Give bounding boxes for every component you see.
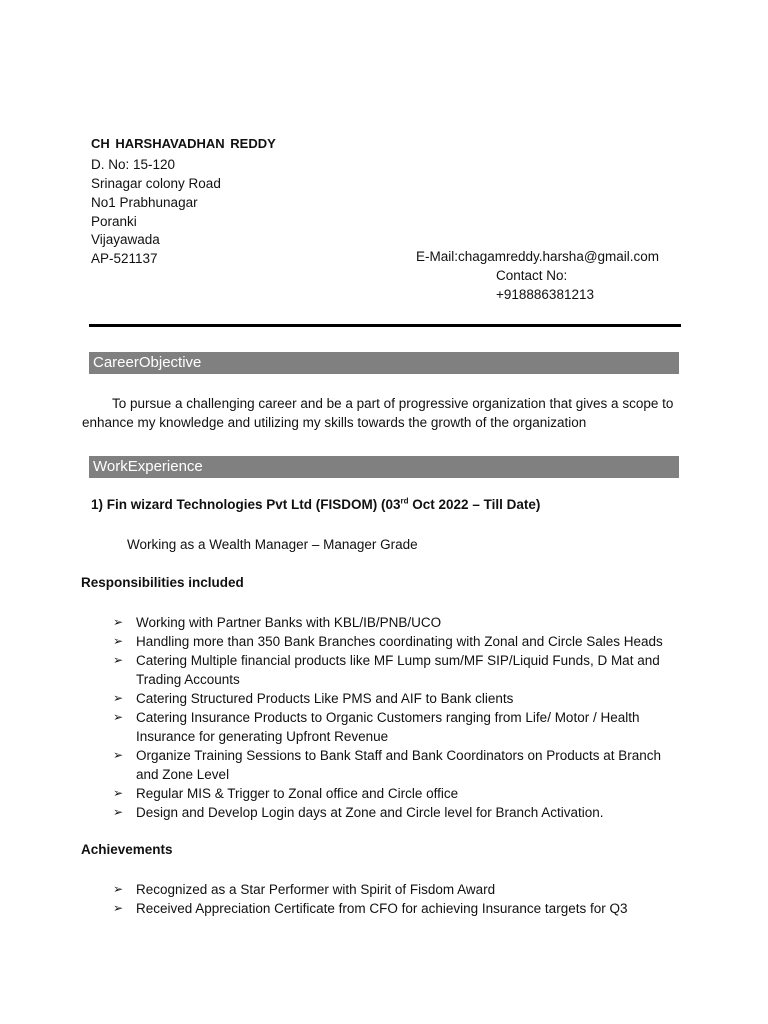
list-item [113,899,673,918]
list-item-text: Design and Develop Login days at Zone and Circle level for Branch Activation. [136,805,604,820]
arrow-bullet-icon: ➢ [113,786,124,800]
job-title-sup: rd [400,496,409,506]
arrow-bullet-icon: ➢ [113,634,124,648]
career-objective-heading: CareerObjective [89,352,679,374]
list-item [113,689,673,708]
header-divider [89,324,681,327]
work-experience-heading: WorkExperience [89,456,679,478]
arrow-bullet-icon: ➢ [113,653,124,667]
arrow-bullet-icon: ➢ [113,710,124,724]
address-line: Srinagar colony Road [91,176,221,191]
achievements-list [113,880,673,918]
address-line: No1 Prabhunagar [91,195,198,210]
candidate-name: CH HARSHAVADHAN REDDY [91,136,276,151]
list-item [113,632,673,651]
email-text: E-Mail:chagamreddy.harsha@gmail.com [416,249,660,264]
address-line: AP-521137 [91,251,158,266]
contact-label: Contact No: [496,268,568,283]
job-role: Working as a Wealth Manager – Manager Grade [127,537,418,552]
address-line: Vijayawada [91,232,160,247]
list-item-text: Working with Partner Banks with KBL/IB/PNB/UCO [136,615,442,630]
list-item [113,803,673,822]
list-item-text: Catering Multiple financial products like MF Lump sum/MF SIP/Liquid Funds, D Mat and Trading Accounts [136,653,660,687]
arrow-bullet-icon: ➢ [113,805,124,819]
list-item-text: Handling more than 350 Bank Branches coordinating with Zonal and Circle Sales Heads [136,634,663,649]
address-line: D. No: 15-120 [91,157,176,172]
career-objective-body: To pursue a challenging career and be a part of progressive organization that gives a scope to enhance my knowledge and utilizing my skills towards the growth of the organization [82,396,674,430]
list-item-text: Recognized as a Star Performer with Spirit of Fisdom Award [136,882,496,897]
achievements-heading: Achievements [81,842,173,857]
responsibilities-heading: Responsibilities included [81,575,244,590]
list-item [113,613,673,632]
arrow-bullet-icon: ➢ [113,882,124,896]
phone-number: +918886381213 [496,287,594,302]
list-item-text: Catering Structured Products Like PMS and AIF to Bank clients [136,691,514,706]
arrow-bullet-icon: ➢ [113,901,124,915]
arrow-bullet-icon: ➢ [113,691,124,705]
career-objective-text [82,394,702,432]
list-item [113,708,673,746]
list-item-text: Organize Training Sessions to Bank Staff and Bank Coordinators on Products at Branch and Zone Level [136,748,662,782]
list-item [113,880,673,899]
list-item-text: Regular MIS & Trigger to Zonal office and Circle office [136,786,459,801]
list-item-text: Catering Insurance Products to Organic Customers ranging from Life/ Motor / Health Insurance for generating Upfront Revenue [136,710,640,744]
job-title-prefix: 1) Fin wizard Technologies Pvt Ltd (FISDOM) (03 [91,497,401,512]
address-line: Poranki [91,214,137,229]
job-title-suffix: Oct 2022 – Till Date) [408,497,541,512]
list-item [113,651,673,689]
responsibilities-list [113,613,673,822]
arrow-bullet-icon: ➢ [113,748,124,762]
list-item [113,784,673,803]
job-title [91,497,540,512]
list-item-text: Received Appreciation Certificate from CFO for achieving Insurance targets for Q3 [136,901,628,916]
arrow-bullet-icon: ➢ [113,615,124,629]
list-item [113,746,673,784]
